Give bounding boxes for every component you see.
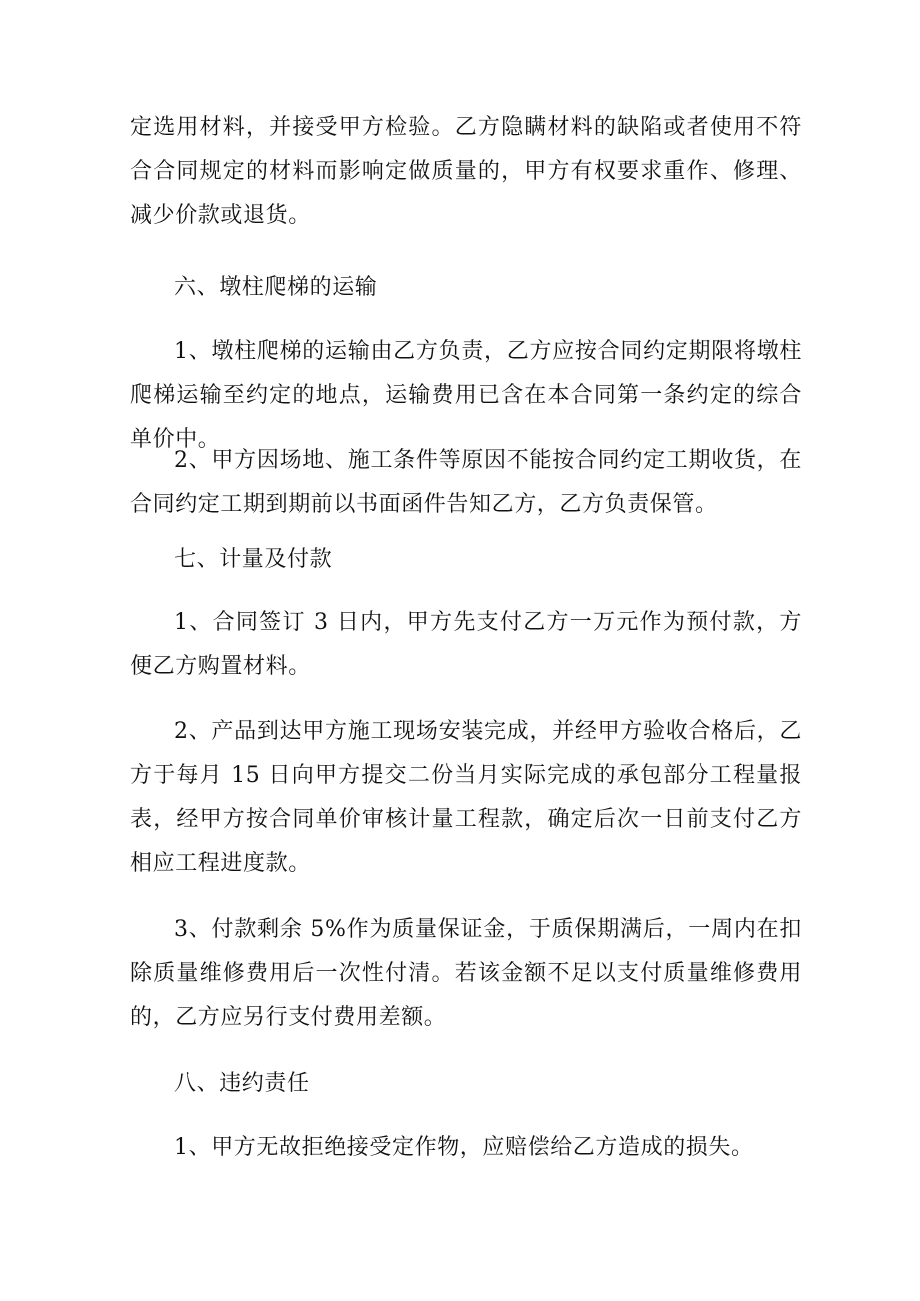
paragraph-transport-2: 2、甲方因场地、施工条件等原因不能按合同约定工期收货，在合同约定工期到期前以书面函件告知乙方，乙方负责保管。 bbox=[130, 448, 802, 517]
section-heading-payment: 七、计量及付款 bbox=[174, 547, 333, 572]
paragraph-liability-1: 1、甲方无故拒绝接受定作物，应赔偿给乙方造成的损失。 bbox=[174, 1135, 754, 1160]
section-heading-transport: 六、墩柱爬梯的运输 bbox=[174, 275, 378, 300]
paragraph-payment-2: 2、产品到达甲方施工现场安装完成，并经甲方验收合格后，乙方于每月 15 日向甲方提交二份当月实际完成的承包部分工程量报表，经甲方按合同单价审核计量工程款，确定后次一日前支付乙方相应工程进度款。 bbox=[130, 719, 802, 876]
paragraph-transport-1: 1、墩柱爬梯的运输由乙方负责，乙方应按合同约定期限将墩柱爬梯运输至约定的地点，运输费用已含在本合同第一条约定的综合单价中。 bbox=[130, 339, 802, 452]
paragraph-material-inspection: 定选用材料，并接受甲方检验。乙方隐瞒材料的缺陷或者使用不符合合同规定的材料而影响定做质量的，甲方有权要求重作、修理、减少价款或退货。 bbox=[130, 115, 802, 228]
section-heading-liability: 八、违约责任 bbox=[174, 1071, 310, 1096]
paragraph-payment-3: 3、付款剩余 5%作为质量保证金，于质保期满后，一周内在扣除质量维修费用后一次性付清。若该金额不足以支付质量维修费用的，乙方应另行支付费用差额。 bbox=[130, 917, 802, 1030]
paragraph-payment-1: 1、合同签订 3 日内，甲方先支付乙方一万元作为预付款，方便乙方购置材料。 bbox=[130, 610, 802, 679]
